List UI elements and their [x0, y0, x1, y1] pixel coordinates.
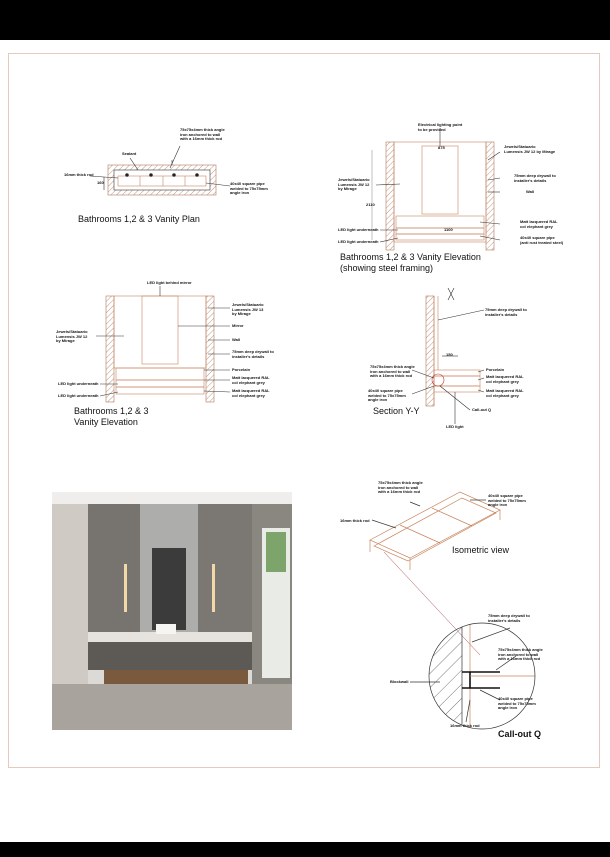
title-vanity-elevation-steel: Bathrooms 1,2 & 3 Vanity Elevation (showing steel framing): [340, 252, 481, 273]
vanity-plan-drawing: [90, 146, 230, 195]
label-s-led: LED light: [446, 424, 464, 429]
vanity-elevation-steel-drawing: [372, 128, 500, 250]
label-s-matt1: Matt lacquered RAL col elephant grey: [486, 374, 524, 384]
label-plan-sealant: Sealant: [122, 151, 137, 156]
isometric-view-drawing: [370, 492, 500, 655]
label-e-jewels-left: Jewels/Statuario Lumensis JW 12 by Mirage: [56, 329, 88, 344]
label-s-dim: 150: [446, 352, 453, 357]
label-es-jewels-left: Jewels/Statuario Lumensis JW 12 by Mirage: [338, 177, 370, 192]
label-c-drywall: 75mm deep drywall to installer's details: [488, 613, 530, 623]
label-plan-pipe: 40x40 square pipe welded to 75x75mm angle iron: [230, 181, 268, 196]
label-es-dim2: 875: [438, 145, 445, 150]
label-c-rod: 16mm thick rod: [450, 723, 480, 728]
title-isometric-view: Isometric view: [452, 545, 510, 555]
label-e-mirror: Mirror: [232, 323, 244, 328]
label-plan-dim: 160: [97, 180, 104, 185]
label-s-drywall: 75mm deep drywall to installer's details: [485, 307, 527, 317]
label-e-drywall: 75mm deep drywall to installer's details: [232, 349, 274, 359]
label-es-wall: Wall: [526, 189, 535, 194]
label-e-led1: LED light underneath: [58, 381, 99, 386]
label-s-pipe: 40x40 square pipe welded to 75x75mm angle iron: [368, 388, 406, 403]
label-s-porcelain: Porcelain: [486, 367, 505, 372]
label-e-led2: LED light underneath: [58, 393, 99, 398]
title-vanity-elevation: Bathrooms 1,2 & 3 Vanity Elevation: [74, 406, 149, 427]
label-s-callout: Call-out Q: [472, 407, 492, 412]
label-es-led1: LED light underneath: [338, 227, 379, 232]
label-s-angle: 75x75x4mm thick angle iron anchored to wall with a 16mm thick rod: [370, 364, 415, 379]
label-plan-angle: 75x75x4mm thick angle iron anchored to wall with a 16mm thick rod: [180, 127, 225, 142]
title-vanity-plan: Bathrooms 1,2 & 3 Vanity Plan: [78, 214, 200, 224]
label-plan-rod: 16mm thick rod: [64, 172, 94, 177]
label-c-blockwall: Blockwall: [390, 679, 409, 684]
label-c-angle: 75x75x4mm thick angle iron anchored to wall with a 16mm thick rod: [498, 647, 543, 662]
vanity-elevation-drawing: [96, 286, 230, 402]
label-e-jewels-right: Jewels/Statuario Lumensis JW 13 by Mirage: [232, 302, 264, 317]
callout-q-drawing: [410, 620, 540, 740]
label-i-pipe: 40x40 square pipe welded to 75x75mm angle iron: [488, 493, 526, 508]
label-es-dim1: 2110: [366, 202, 375, 207]
label-es-led2: LED light underneath: [338, 239, 379, 244]
title-callout-q: Call-out Q: [498, 729, 541, 739]
label-s-matt2: Matt lacquered RAL col elephant grey: [486, 388, 524, 398]
label-i-angle: 75x75x4mm thick angle iron anchored to wall with a 16mm thick rod: [378, 480, 423, 495]
label-e-wall: Wall: [232, 337, 241, 342]
label-e-led-behind: LED light behind mirror: [147, 280, 192, 285]
label-c-pipe: 40x40 square pipe welded to 75x75mm angle iron: [498, 696, 536, 711]
label-es-drywall: 75mm deep drywall to installer's details: [514, 173, 556, 183]
label-e-matt1: Matt lacquered RAL col elephant grey: [232, 375, 270, 385]
title-section-yy: Section Y-Y: [373, 406, 420, 416]
label-es-jewels-right: Jewels/Statuario Lumensis JW 12 by Mirage: [504, 144, 556, 154]
label-i-rod: 16mm thick rod: [340, 518, 370, 523]
label-es-electrical: Electrical lighting point to be provided: [418, 122, 463, 132]
label-es-pipe: 40x40 square pipe (anti rust treated steel): [520, 235, 564, 245]
label-e-porcelain: Porcelain: [232, 367, 251, 372]
label-es-matt: Matt lacquered RAL col elephant grey: [520, 219, 558, 229]
vanity-render-image: [52, 492, 292, 730]
label-e-matt2: Matt lacquered RAL col elephant grey: [232, 388, 270, 398]
label-es-dim3: 1100: [444, 227, 453, 232]
